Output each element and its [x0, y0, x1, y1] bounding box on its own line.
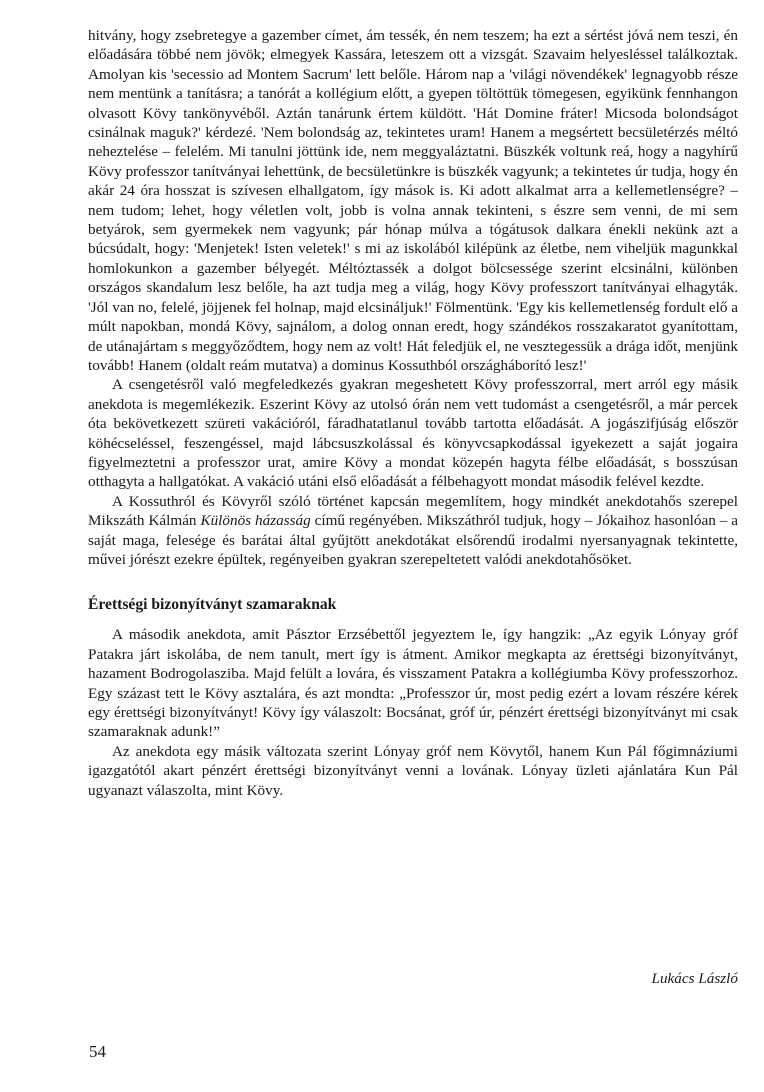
paragraph-3	[88, 492, 738, 570]
paragraph-5: Az anekdota egy másik változata szerint Lónyay gróf nem Kövytől, hanem Kun Pál főgimnáziumi igazgatótól akart pénzért érettségi bizonyítványt venni a lovának. Lónyay üzleti ajánlatára Kun Pál ugyanazt válaszolta, mint Kövy.	[88, 742, 738, 799]
paragraph-4: A második anekdota, amit Pásztor Erzsébettől jegyeztem le, így hangzik: „Az egyik Lónyay gróf Patakra járt iskolába, de nem tanult, mert így is átment. Amikor megkapta az érettségi bizonyítványt, hazament Bodrogolasziba. Majd felült a lovára, és visszament Patakra a kollégiumba Kövy professzorhoz. Egy százast tett le Kövy asztalára, és azt mondta: „Professzor úr, most pedig ezért a lovam részére kérek egy érettségi bizonyítványt! Kövy így válaszolt: Bocsánat, gróf úr, pénzért érettségi bizonyítványt mi csak szamaraknak adunk!”	[88, 626, 738, 741]
paragraph-1: hitvány, hogy zsebretegye a gazember címet, ám tessék, én nem teszem; ha ezt a sértést jóvá nem teszi, én előadására többé nem jövök; elmegyek Kassára, leteszem ott a vizsgát. Szavaim helyesléssel találkoztak. Amolyan kis 'secessio ad Montem Sacrum' lett belőle. Három nap a 'világi növendékek' legnagyobb része nem mentünk a tanításra; a tanórát a kollégium előtt, a gyepen töltöttük tömegesen, egyikünk fennhangon olvasott Kövy tankönyvéből. Aztán tanárunk értem küldött. 'Hát Domine fráter! Micsoda bolondságot csinálnak maguk?' kérdezé. 'Nem bolondság az, tekintetes uram! Hanem a megsértett becsületérzés méltó neheztelése – felelém. Mi tanulni jöttünk ide, nem meggyaláztatni. Büszkék voltunk reá, hogy a nagyhírű Kövy professzor tanítványai lehettünk, de becsületünkre is büszkék vagyunk; a tekintetes úr tudja, hogy én akár 24 óra hosszat is szívesen elhallgatom, így mások is. Ki adott alkalmat arra a kellemetlenségre? – nem tudom; lehet, hogy véletlen volt, jobb is volna annak tekinteni, s észre sem venni, de mi sem betyárok, sem gyermekek nem vagyunk; pár hónap múlva a tógátusok dalkara énekli nekünk azt a búcsúdalt, hogy: 'Menjetek! Isten veletek!' s mi az iskolából kilépünk az életbe, nem viheljük magunkkal homlokunkon a gazember bélyegét. Méltóztassék a dolgot bölcsessége szerint elcsinálni, különben országos skandalum lesz belőle, ha azt tudja meg a világ, hogy Kövy professzort tanítványai elhagyták. 'Jól van no, felelé, jöjjenek fel holnap, majd elcsinálјuk!' Fölmentünk. 'Egy kis kellemetlenség fordult elő a múlt napokban, mondá Kövy, sajnálom, a dolog onnan eredt, hogy szándékos rosszakaratot gyanítottam, de utánajártam s meggyőződtem, hogy nem az volt! Hát feledjük el, ne vesztegessük a drága időt, menjünk tovább! Hanem (oldalt reám mutatva) a dominus Kossuthból országháborító lesz!'	[88, 27, 738, 374]
paragraph-3-end: című regényében. Mikszáthról tudjuk, hogy – Jókaihoz hasonlóan – a saját maga, felesége és barátai által gyűjtött anekdotákat elsőrendű irodalmi nyersanyagnak tekintette, művei jórészt ezekre épültek, regényeiben gyakran szerepeltetett valódi anekdotahősöket.	[88, 512, 738, 568]
novel-title: Különös házasság	[200, 512, 311, 530]
article-body	[88, 26, 738, 800]
paragraph-2: A csengetésről való megfeledkezés gyakran megeshetett Kövy professzorral, mert arról egy másik anekdota is megemlékezik. Eszerint Kövy az utolsó órán nem vett tudomást a csengetésről, a már percek óta bekövetkezett szüreti vakációról, fáradhatatlanul tovább tartotta előadását. A jogászifjúság először köhécseléssel, feszengéssel, majd lábcsuszkolással és könyvcsapkodással igyekezett a saját jogaira figyelmeztetni a professzor urat, amire Kövy a mondat közepén hagyta félbe előadását, s bosszúsan otthagyta a hallgatókat. A vakáció utáni első előadását a félbehagyott mondat második felével kezdte.	[88, 376, 738, 491]
section-heading: Érettségi bizonyítványt szamaraknak	[88, 596, 337, 614]
page-number: 54	[89, 1042, 106, 1061]
author-signature: Lukács László	[651, 970, 738, 987]
paragraph-3-start: A Kossuthról és Kövyről szóló történet kapcsán megemlítem, hogy mindkét anekdotahős szerepel Mikszáth Kálmán	[88, 492, 738, 530]
